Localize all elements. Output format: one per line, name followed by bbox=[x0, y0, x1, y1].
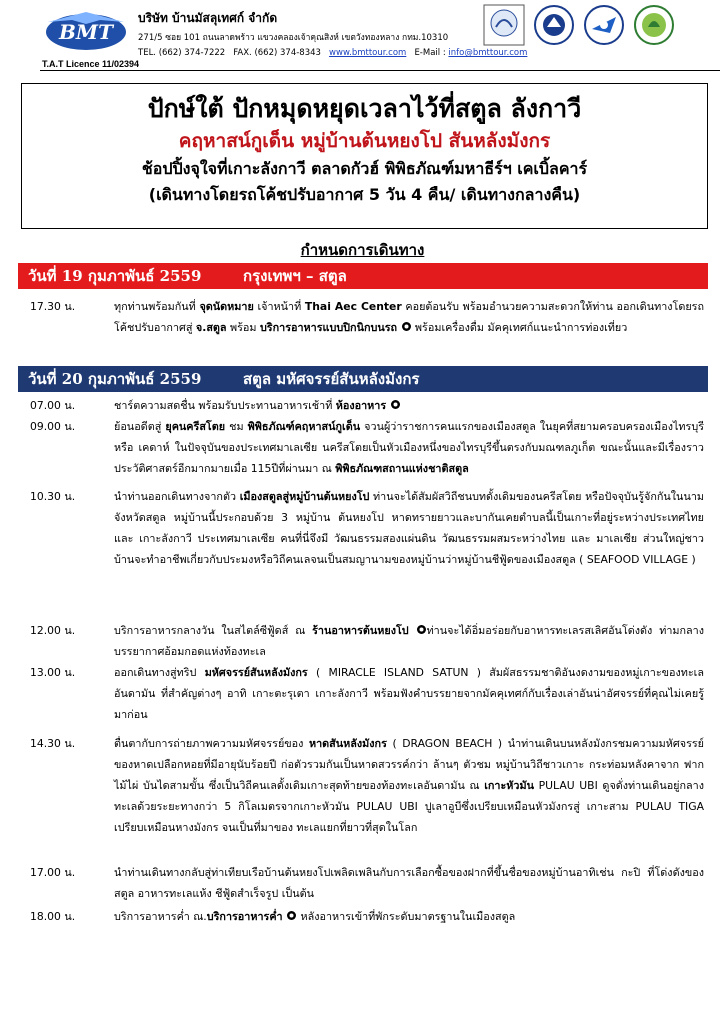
company-tel: TEL. (662) 374-7222 bbox=[138, 48, 226, 58]
header-divider bbox=[40, 70, 720, 71]
item-description: ย้อนอดีตสู่ ยุคนครีสโตย ชม พิพิธภัณฑ์คฤหาสน์กูเด็น จวนผู้ว่าราชการคนแรกของเมืองสตูล ในยุคที่สยามครอบครองเมืองไทรบุรี หรือ เคดาห์ ในปัจจุบันของประเทศมาเลเซีย นครีสโตยเป็นหัวเมืองหนึ่งของไทรบุรีขึ้นตรงกับมณฑลภูเก็ต ขณะนั้นและมีเรื่องราวประวัติศาสตร์อีกมากมายเมื่อ 115ปีที่ผ่านมา ณ พิพิธภัณฑสถานแห่งชาติสตูล bbox=[114, 420, 704, 475]
item-description: บริการอาหารค่ำ ณ.บริการอาหารค่ำ หลังอาหารเข้าที่พักระดับมาตรฐานในเมืองสตูล bbox=[114, 910, 516, 923]
association-badge-3-icon bbox=[582, 3, 626, 47]
company-address: 271/5 ซอย 101 ถนนลาดพร้าว แขวงคลองเจ้าคุณสิงห์ เขตวังทองหลาง กทม.10310 bbox=[138, 33, 449, 43]
association-badge-4-icon bbox=[632, 3, 676, 47]
day-2-band bbox=[18, 366, 708, 392]
item-description: บริการอาหารกลางวัน ในสไตล์ซีฟู้ดส์ ณ ร้านอาหารต้นหยงโป ท่านจะได้อิ่มอร่อยกับอาหารทะเลรสเลิศอันโด่งดัง ท่ามกลางบรรยากาศอ้อมกอดแห่งท้องทะเล bbox=[114, 624, 704, 658]
company-fax: FAX. (662) 374-8343 bbox=[233, 48, 321, 58]
tour-duration: (เดินทางโดยรถโค้ชปรับอากาศ 5 วัน 4 คืน/ เดินทางกลางคืน) bbox=[148, 185, 581, 204]
meal-icon bbox=[401, 321, 412, 332]
item-time: 17.00 น. bbox=[30, 866, 76, 879]
meal-icon bbox=[286, 910, 297, 921]
itinerary-row bbox=[30, 296, 710, 362]
day-1-route: กรุงเทพฯ – สตูล bbox=[243, 267, 347, 285]
day-1-band bbox=[18, 263, 708, 289]
item-description: ชาร์ตความสดชื่น พร้อมรับประทานอาหารเช้าที่ ห้องอาหาร bbox=[114, 395, 704, 416]
item-description: ทุกท่านพร้อมกันที่ จุดนัดหมาย เจ้าหน้าที่ Thai Aec Center คอยต้อนรับ พร้อมอำนวยความสะดวกให้ท่าน ออกเดินทางโดยรถโค้ชปรับอากาศสู่ จ.สตูล พร้อม บริการอาหารแบบปิกนิกบนรถ พร้อมเครื่องดื่ม มัคคุเทศก์แนะนำการท่องเที่ยว bbox=[114, 300, 704, 334]
item-description: นำท่านออกเดินทางจากตัว เมืองสตูลสู่หมู่บ้านต้นหยงโป ท่านจะได้สัมผัสวิถีชนบทดั้งเดิมของนครีสโตย หรือปัจจุบันรู้จักกันในนามจังหวัดสตูล หมู่บ้านนี้ประกอบด้วย 3 หมู่บ้าน ต้นหยงโป หาดทรายยาวและบากันเคยตำบลนี้เป็นเกาะที่อยู่ระหว่างประเทศไทย และ เกาะลังกาวี ประเทศมาเลเซีย คนที่นี่จึงมี วัฒนธรรมสองแผ่นดิน วัฒนธรรมผสมระหว่างไทย และ มาเลเซีย ส่วนใหญ่ชาวบ้านจะทำอาชีพเกี่ยวกับประมงหรือวิถีคนเลจนเป็นสมญานามของหมู่บ้านว่าหมู่บ้านชีฟู้ดของเมืองสตูล ( SEAFOOD VILLAGE ) bbox=[114, 490, 704, 566]
tour-subtitle-shopping: ช้อปปิ้งจุใจที่เกาะลังกาวี ตลาดกัวฮ์ พิพิธภัณฑ์มหาธีร์ฯ เคเบิ้ลคาร์ bbox=[141, 159, 588, 178]
schedule-heading: กำหนดการเดินทาง bbox=[300, 241, 425, 259]
day-1-date: วันที่ 19 กุมภาพันธ์ 2559 bbox=[28, 267, 202, 285]
item-time: 09.00 น. bbox=[30, 420, 76, 433]
company-website-link[interactable]: www.bmttour.com bbox=[329, 48, 407, 58]
tour-subtitle-highlights: คฤหาสน์กูเด็น หมู่บ้านต้นหยงโป สันหลังมังกร bbox=[178, 130, 551, 152]
day-2-date: วันที่ 20 กุมภาพันธ์ 2559 bbox=[28, 370, 202, 388]
item-description: ตื่นตากับการถ่ายภาพความมหัศจรรย์ของ หาดสันหลังมังกร ( DRAGON BEACH ) นำท่านเดินบนหลังมังกรชมความมหัศจรรย์ของหาดเปลือกหอยที่มีอายุนับร้อยปี ก่อตัวรวมกันเป็นหาดสวรรค์กว่า ล้านๆ ตัวชม หมู่บ้านวิถีชาวเกาะ กระท่อมหลังคาจาก ฟากไม้ไผ่ บันไดสามขั้น ซึ่งเป็นวิถีคนเลดั้งเดิมเกาะสุดท้ายของท้องทะเลอันดามัน ณ เกาะหัวมัน PULAU UBI ดูจดั่งท่านเดินอยู่กลางทะเลด้วยระยะทางกว่า 5 กิโลเมตรจากเกาะหัวมัน PULAU UBI ปูเลาอูบีซึ่งเปรียบเหมือนหัวมังกรสู่ เกาะสาม PULAU TIGA เปรียบเหมือนหางมังกร จนเป็นที่มาของ ทะเลแยกที่ยาวที่สุดในโลก bbox=[114, 737, 704, 834]
bmt-logo bbox=[40, 6, 132, 54]
item-time: 07.00 น. bbox=[30, 399, 76, 412]
item-time: 12.00 น. bbox=[30, 624, 76, 637]
association-badges bbox=[478, 3, 718, 53]
day-2-route: สตูล มหัศจรรย์สันหลังมังกร bbox=[243, 370, 420, 388]
item-time: 10.30 น. bbox=[30, 490, 76, 503]
licence-number: T.A.T Licence 11/02394 bbox=[42, 59, 140, 69]
item-time: 14.30 น. bbox=[30, 737, 76, 750]
association-badge-1-icon bbox=[482, 3, 526, 47]
item-time: 18.00 น. bbox=[30, 910, 76, 923]
company-contact bbox=[138, 48, 527, 58]
item-description: ออกเดินทางสู่ทริป มหัศจรรย์สันหลังมังกร ( MIRACLE ISLAND SATUN ) สัมผัสธรรมชาติอันงดงามของหมู่เกาะของทะเลอันดามัน ที่สำคัญต่างๆ อาทิ เกาะตะรุเตา เกาะลังกาวี พร้อมฟังคำบรรยายจากมัคคุเทศก์กับเรื่องเล่าอันน่าอัศจรรย์ที่คุณไม่เคยรู้มาก่อน bbox=[114, 666, 704, 721]
tour-title: ปักษ์ใต้ ปักหมุดหยุดเวลาไว้ที่สตูล ลังกาวี bbox=[147, 94, 582, 123]
item-time: 13.00 น. bbox=[30, 666, 76, 679]
company-header bbox=[0, 0, 725, 78]
tour-title-box bbox=[21, 83, 708, 229]
company-name: บริษัท บ้านมัสลุเทศก์ จำกัด bbox=[138, 11, 278, 25]
item-description: นำท่านเดินทางกลับสู่ท่าเทียบเรือบ้านต้นหยงโปเพลิดเพลินกับการเลือกซื้อของฝากที่ขึ้นชื่อของหมู่บ้านอาทิเช่น กะปิ ที่โด่งดังของสตูล อาหารทะเลแห้ง ชีฟู้ดสำเร็จรูป เป็นต้น bbox=[114, 866, 704, 900]
item-time: 17.30 น. bbox=[30, 300, 76, 313]
logo-text: BMT bbox=[59, 20, 113, 44]
association-badge-2-icon bbox=[532, 3, 576, 47]
company-email-link[interactable]: info@bmttour.com bbox=[448, 48, 528, 58]
meal-icon bbox=[390, 399, 401, 410]
email-label: E-Mail : bbox=[414, 48, 446, 58]
meal-icon bbox=[416, 624, 427, 635]
